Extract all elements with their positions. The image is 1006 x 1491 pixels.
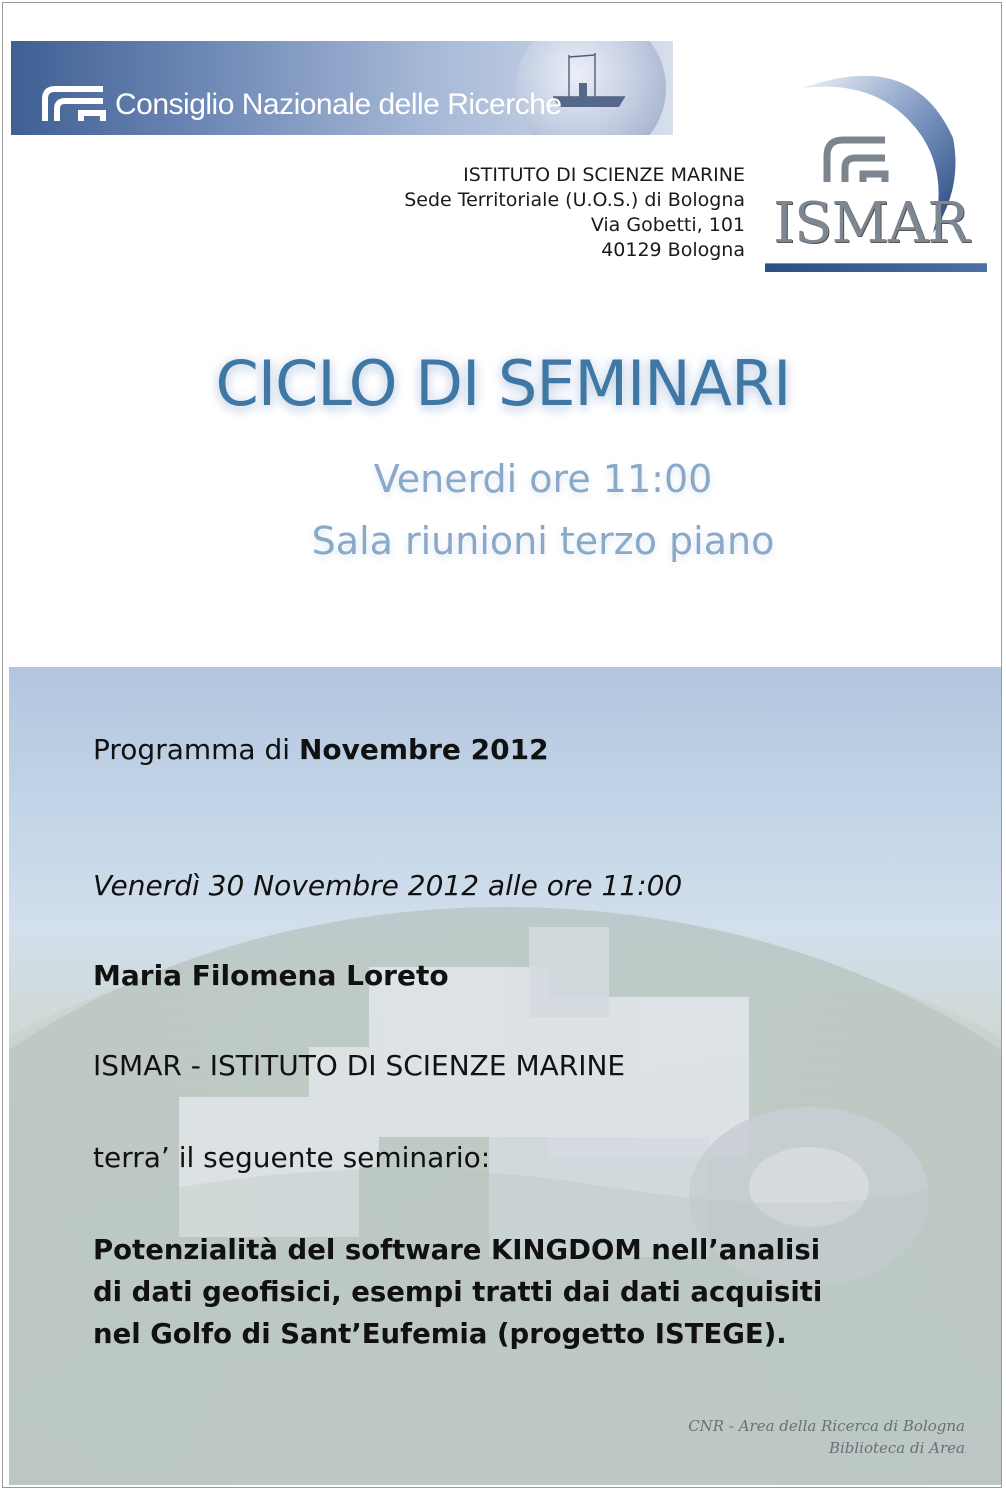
address-line: Sede Territoriale (U.O.S.) di Bologna	[404, 189, 745, 211]
photo-caption-line: Biblioteca di Area	[828, 1439, 965, 1457]
program-heading	[93, 733, 549, 766]
address-line: ISTITUTO DI SCIENZE MARINE	[463, 164, 745, 186]
address-line: 40129 Bologna	[601, 239, 745, 261]
cnr-banner	[11, 41, 673, 135]
cnr-name: Consiglio Nazionale delle Ricerche	[115, 88, 562, 121]
seminar-room: Sala riunioni terzo piano	[311, 519, 775, 563]
address-block	[404, 163, 745, 263]
seminar-title-line: Potenzialità del software KINGDOM nell’analisi	[93, 1234, 821, 1266]
program-month: Novembre 2012	[298, 733, 549, 766]
seminar-title	[93, 1229, 893, 1355]
poster	[2, 2, 1002, 1488]
program-prefix: Programma di	[93, 733, 299, 766]
seminar-title-line: nel Golfo di Sant’Eufemia (progetto ISTEGE).	[93, 1318, 787, 1350]
photo-caption-line: CNR - Area della Ricerca di Bologna	[688, 1417, 965, 1435]
seminar-series-title: CICLO DI SEMINARI	[215, 347, 791, 420]
seminar-time: Venerdi ore 11:00	[373, 457, 713, 501]
seminar-datetime: Venerdì 30 Novembre 2012 alle ore 11:00	[93, 869, 683, 902]
ismar-logo-text: ISMAR	[773, 191, 969, 256]
speaker-affiliation: ISMAR - ISTITUTO DI SCIENZE MARINE	[93, 1049, 626, 1082]
address-line: Via Gobetti, 101	[590, 214, 745, 236]
cnr-logo-icon	[41, 81, 111, 125]
ismar-logo-rule	[765, 263, 987, 272]
speaker-name: Maria Filomena Loreto	[93, 959, 449, 992]
seminar-intro: terra’ il seguente seminario:	[93, 1141, 491, 1174]
seminar-title-line: di dati geofisici, esempi tratti dai dati acquisiti	[93, 1276, 823, 1308]
